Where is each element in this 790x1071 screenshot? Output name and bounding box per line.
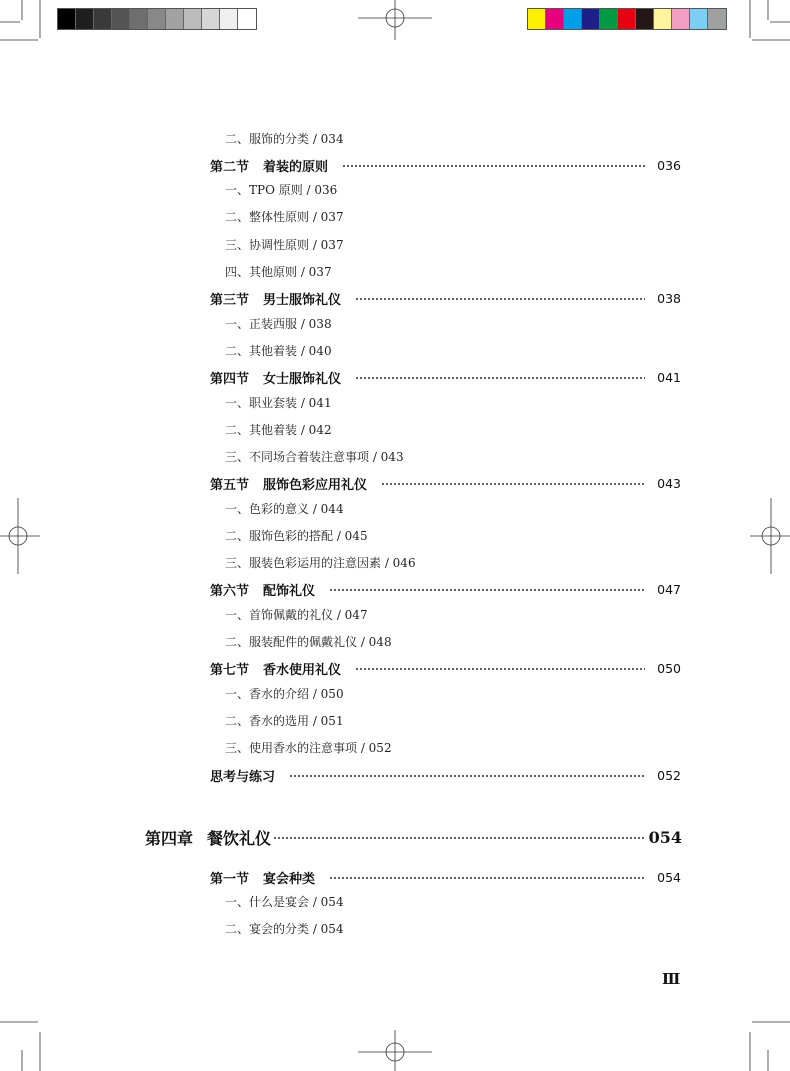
toc-subentry: 三、协调性原则 / 037 — [225, 238, 344, 252]
chapter-label: 第四章 — [145, 829, 194, 848]
dot-leader — [355, 376, 645, 380]
registration-mark-top — [358, 0, 432, 40]
section-title: 女士服饰礼仪 — [263, 372, 342, 387]
toc-subentry: 二、其他着装 / 040 — [225, 344, 332, 358]
dot-leader — [355, 667, 645, 671]
toc-section-entry — [210, 474, 681, 493]
toc-section-entry — [210, 368, 681, 387]
section-label: 第七节 — [210, 663, 250, 678]
toc-subentry: 一、TPO 原则 / 036 — [225, 183, 338, 197]
toc-subentry: 二、宴会的分类 / 054 — [225, 922, 344, 936]
section-label: 第五节 — [210, 478, 250, 493]
toc-subentry: 一、香水的介绍 / 050 — [225, 687, 344, 701]
section-title: 宴会种类 — [263, 872, 316, 887]
toc-section-entry — [210, 580, 681, 599]
section-label: 第三节 — [210, 293, 250, 308]
dot-leader — [355, 297, 645, 301]
chapter-title: 餐饮礼仪 — [207, 829, 272, 848]
registration-mark-right — [750, 498, 790, 574]
toc-subentry: 一、色彩的意义 / 044 — [225, 502, 344, 516]
dot-leader — [381, 482, 645, 486]
section-page-number: 036 — [657, 158, 681, 173]
section-page-number: 052 — [657, 768, 681, 783]
chapter-page-number: 054 — [648, 828, 682, 847]
toc-subentry: 四、其他原则 / 037 — [225, 265, 332, 279]
dot-leader — [342, 164, 645, 168]
section-label: 第一节 — [210, 872, 250, 887]
section-title: 服饰色彩应用礼仪 — [263, 478, 368, 493]
toc-section-entry — [210, 289, 681, 308]
toc-subentry: 二、香水的选用 / 051 — [225, 714, 344, 728]
toc-subentry: 三、不同场合着装注意事项 / 043 — [225, 450, 404, 464]
section-page-number: 047 — [657, 582, 681, 597]
toc-subentry: 一、首饰佩戴的礼仪 / 047 — [225, 608, 368, 622]
section-title: 香水使用礼仪 — [263, 663, 342, 678]
section-page-number: 038 — [657, 291, 681, 306]
section-page-number: 043 — [657, 476, 681, 491]
section-page-number: 050 — [657, 661, 681, 676]
dot-leader — [329, 588, 645, 592]
toc-subentry: 二、其他着装 / 042 — [225, 423, 332, 437]
section-title: 思考与练习 — [210, 770, 276, 785]
toc-subentry: 二、服装配件的佩戴礼仪 / 048 — [225, 635, 392, 649]
registration-mark-left — [0, 498, 40, 574]
section-label: 第六节 — [210, 584, 250, 599]
toc-section-entry — [210, 156, 681, 175]
toc-subentry: 三、使用香水的注意事项 / 052 — [225, 741, 392, 755]
toc-subentry: 二、服饰色彩的搭配 / 045 — [225, 529, 368, 543]
toc-subentry: 二、整体性原则 / 037 — [225, 210, 344, 224]
section-title: 着装的原则 — [263, 160, 329, 175]
section-page-number: 041 — [657, 370, 681, 385]
dot-leader — [329, 876, 645, 880]
toc-section-entry — [210, 868, 681, 887]
section-title: 配饰礼仪 — [263, 584, 316, 599]
toc-section-entry — [210, 766, 681, 785]
section-page-number: 054 — [657, 870, 681, 885]
toc-subentry: 三、服装色彩运用的注意因素 / 046 — [225, 556, 416, 570]
toc-section-entry — [210, 659, 681, 678]
section-title: 男士服饰礼仪 — [263, 293, 342, 308]
page-number-folio: Ⅲ — [662, 970, 681, 988]
registration-mark-bottom — [358, 1030, 432, 1071]
toc-subentry: 二、服饰的分类 / 034 — [225, 132, 344, 146]
section-label: 第二节 — [210, 160, 250, 175]
section-label: 第四节 — [210, 372, 250, 387]
dot-leader — [289, 774, 645, 778]
toc-chapter-entry — [145, 826, 682, 849]
toc-subentry: 一、职业套装 / 041 — [225, 396, 332, 410]
dot-leader — [273, 836, 645, 840]
toc-subentry: 一、正装西服 / 038 — [225, 317, 332, 331]
toc-subentry: 一、什么是宴会 / 054 — [225, 895, 344, 909]
